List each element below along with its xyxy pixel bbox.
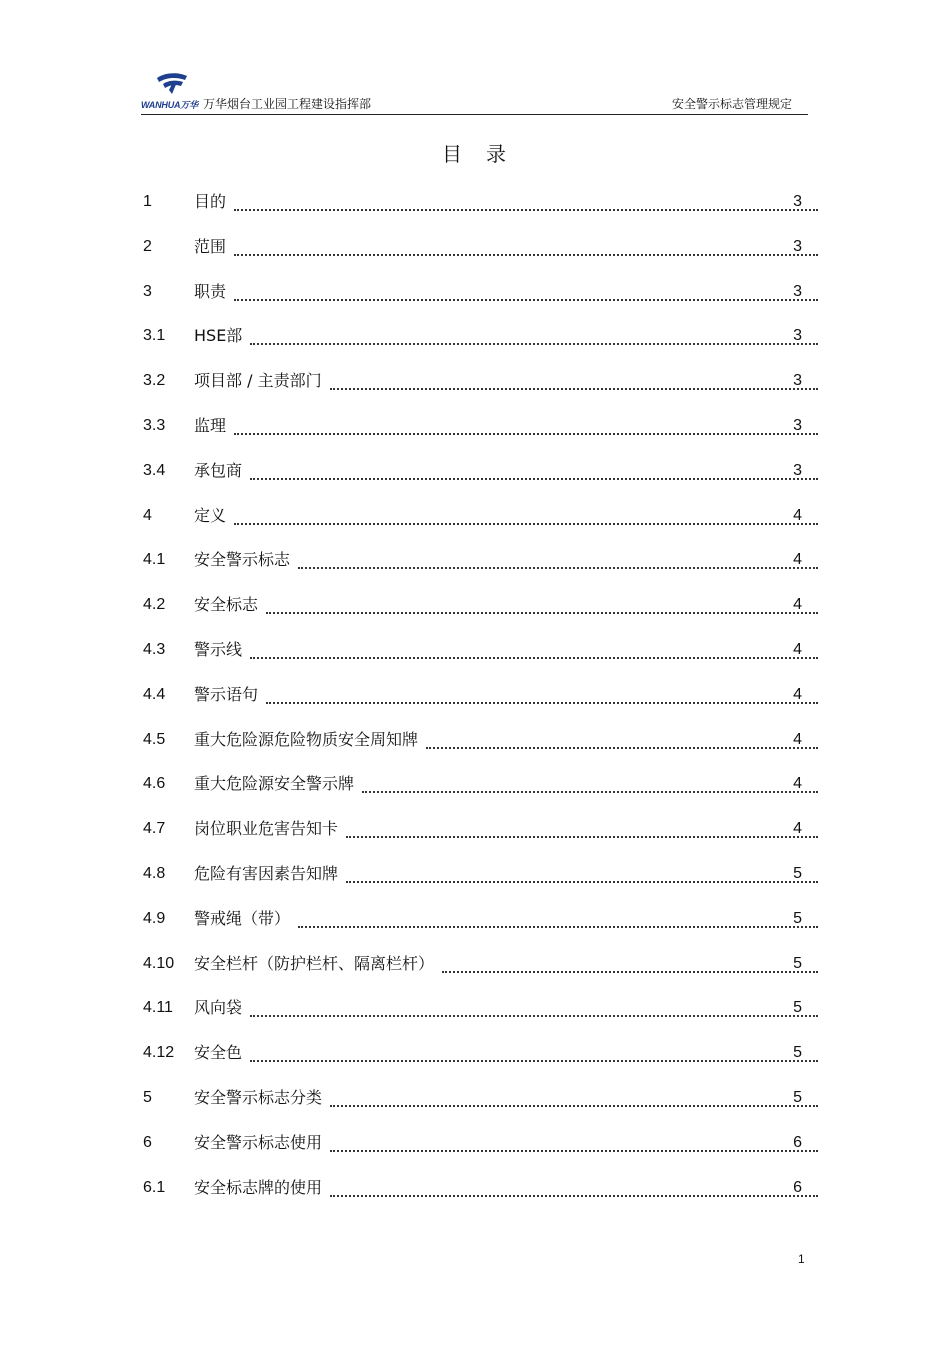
toc-entry[interactable] xyxy=(143,905,818,950)
toc-entry-number: 4.8 xyxy=(143,864,166,882)
toc-entry-number: 4.2 xyxy=(143,596,166,614)
toc-entry-number: 4.1 xyxy=(143,551,166,569)
toc-entry-number: 3 xyxy=(143,282,152,300)
toc-entry-page: 3 xyxy=(793,372,802,390)
toc-dot-leader xyxy=(330,1084,818,1112)
toc-entry-label: 范围 xyxy=(194,236,227,256)
toc-entry-page: 3 xyxy=(793,416,802,434)
toc-entry[interactable] xyxy=(143,188,818,233)
toc-entry[interactable] xyxy=(143,233,818,278)
toc-entry-page: 4 xyxy=(793,640,802,658)
toc-entry-label: 安全栏杆（防护栏杆、隔离栏杆） xyxy=(194,953,435,973)
toc-entry-label: 危险有害因素告知牌 xyxy=(194,863,339,883)
toc-dot-leader xyxy=(234,278,818,306)
toc-entry-page: 3 xyxy=(793,461,802,479)
toc-dot-leader xyxy=(330,1174,818,1202)
document-name: 安全警示标志管理规定 xyxy=(671,97,792,111)
toc-entry-page: 4 xyxy=(793,506,802,524)
toc-entry[interactable] xyxy=(143,502,818,547)
toc-entry-label: 警示线 xyxy=(194,639,243,659)
toc-entry-label: 安全警示标志 xyxy=(194,550,291,570)
wanhua-logo-icon xyxy=(155,72,189,98)
toc-entry-label: 重大危险源安全警示牌 xyxy=(194,774,355,794)
toc-entry-label: 警戒绳（带） xyxy=(194,908,291,928)
toc-dot-leader xyxy=(250,1039,818,1067)
toc-entry-label: 安全标志牌的使用 xyxy=(194,1177,323,1197)
toc-entry-page: 5 xyxy=(793,864,802,882)
table-of-contents xyxy=(143,188,818,1218)
toc-dot-leader xyxy=(298,905,818,933)
toc-entry-number: 4.3 xyxy=(143,640,166,658)
page-header xyxy=(141,72,808,115)
toc-dot-leader xyxy=(266,591,818,619)
toc-entry[interactable] xyxy=(143,950,818,995)
toc-entry[interactable] xyxy=(143,636,818,681)
toc-entry-number: 4.7 xyxy=(143,820,166,838)
toc-entry-number: 4 xyxy=(143,506,152,524)
toc-entry-page: 5 xyxy=(793,1088,802,1106)
logo-text: WANHUA万华 xyxy=(141,100,198,110)
toc-entry-label: 安全警示标志分类 xyxy=(194,1087,323,1107)
toc-entry-page: 3 xyxy=(793,237,802,255)
page-number: 1 xyxy=(798,1252,805,1266)
toc-entry-page: 3 xyxy=(793,327,802,345)
toc-entry-page: 5 xyxy=(793,999,802,1017)
toc-dot-leader xyxy=(266,681,818,709)
toc-entry-number: 4.5 xyxy=(143,730,166,748)
toc-entry[interactable] xyxy=(143,860,818,905)
toc-entry-page: 6 xyxy=(793,1133,802,1151)
toc-title: 目 录 xyxy=(442,142,508,166)
toc-entry-number: 4.9 xyxy=(143,909,166,927)
toc-entry-page: 4 xyxy=(793,775,802,793)
toc-entry-number: 3.4 xyxy=(143,461,166,479)
toc-entry[interactable] xyxy=(143,994,818,1039)
toc-entry-page: 4 xyxy=(793,551,802,569)
toc-dot-leader xyxy=(250,322,818,350)
toc-entry-label: 安全色 xyxy=(194,1043,243,1063)
toc-entry-number: 5 xyxy=(143,1088,152,1106)
toc-dot-leader xyxy=(250,994,818,1022)
toc-entry-label: 风向袋 xyxy=(194,998,243,1018)
toc-entry-label: 安全标志 xyxy=(194,595,259,615)
toc-entry[interactable] xyxy=(143,770,818,815)
toc-dot-leader xyxy=(346,860,818,888)
org-name: 万华烟台工业园工程建设指挥部 xyxy=(203,97,372,111)
toc-entry-label: 监理 xyxy=(194,415,227,435)
toc-entry-label: 承包商 xyxy=(194,460,243,480)
toc-entry[interactable] xyxy=(143,1084,818,1129)
toc-entry-page: 4 xyxy=(793,685,802,703)
toc-entry-label: HSE部 xyxy=(194,326,243,346)
toc-dot-leader xyxy=(442,950,818,978)
toc-entry-number: 4.12 xyxy=(143,1044,175,1062)
toc-entry[interactable] xyxy=(143,322,818,367)
toc-entry[interactable] xyxy=(143,278,818,323)
toc-entry-number: 6.1 xyxy=(143,1178,166,1196)
toc-entry-label: 定义 xyxy=(194,505,227,525)
toc-dot-leader xyxy=(362,770,818,798)
toc-dot-leader xyxy=(250,636,818,664)
toc-entry[interactable] xyxy=(143,1039,818,1084)
toc-entry[interactable] xyxy=(143,367,818,412)
toc-entry-number: 1 xyxy=(143,193,152,210)
toc-entry-page: 4 xyxy=(793,596,802,614)
toc-entry[interactable] xyxy=(143,1129,818,1174)
toc-dot-leader xyxy=(250,457,818,485)
toc-dot-leader xyxy=(234,233,818,261)
toc-dot-leader xyxy=(426,726,818,754)
toc-entry-page: 4 xyxy=(793,820,802,838)
toc-entry-number: 4.4 xyxy=(143,685,166,703)
wanhua-logo xyxy=(141,72,201,112)
toc-entry-label: 警示语句 xyxy=(194,684,259,704)
toc-entry[interactable] xyxy=(143,1174,818,1219)
toc-entry-label: 职责 xyxy=(194,281,227,301)
toc-entry-number: 6 xyxy=(143,1133,152,1151)
toc-entry-page: 5 xyxy=(793,1044,802,1062)
toc-entry[interactable] xyxy=(143,815,818,860)
toc-entry[interactable] xyxy=(143,457,818,502)
toc-entry-page: 3 xyxy=(793,193,802,210)
toc-entry-label: 项目部 / 主责部门 xyxy=(194,371,322,391)
toc-entry[interactable] xyxy=(143,546,818,591)
toc-entry-page: 6 xyxy=(793,1178,802,1196)
toc-entry-number: 3.3 xyxy=(143,416,166,434)
toc-entry-page: 4 xyxy=(793,730,802,748)
toc-dot-leader xyxy=(330,1129,818,1157)
toc-entry-label: 岗位职业危害告知卡 xyxy=(194,819,339,839)
toc-entry-label: 重大危险源危险物质安全周知牌 xyxy=(194,729,419,749)
toc-entry[interactable] xyxy=(143,412,818,457)
toc-entry[interactable] xyxy=(143,726,818,771)
toc-entry[interactable] xyxy=(143,681,818,726)
toc-dot-leader xyxy=(298,546,818,574)
toc-entry-page: 5 xyxy=(793,909,802,927)
toc-entry-number: 4.11 xyxy=(143,999,173,1017)
toc-entry-number: 4.10 xyxy=(143,954,175,972)
toc-entry-page: 5 xyxy=(793,954,802,972)
toc-dot-leader xyxy=(234,412,818,440)
toc-entry-label: 目的 xyxy=(194,192,227,211)
toc-dot-leader xyxy=(234,502,818,530)
toc-dot-leader xyxy=(234,188,818,216)
toc-dot-leader xyxy=(330,367,818,395)
toc-entry-number: 4.6 xyxy=(143,775,166,793)
toc-entry-number: 2 xyxy=(143,237,152,255)
toc-entry-page: 3 xyxy=(793,282,802,300)
toc-entry-label: 安全警示标志使用 xyxy=(194,1132,323,1152)
toc-entry-number: 3.2 xyxy=(143,372,166,390)
toc-entry[interactable] xyxy=(143,591,818,636)
toc-entry-number: 3.1 xyxy=(143,327,166,345)
toc-dot-leader xyxy=(346,815,818,843)
